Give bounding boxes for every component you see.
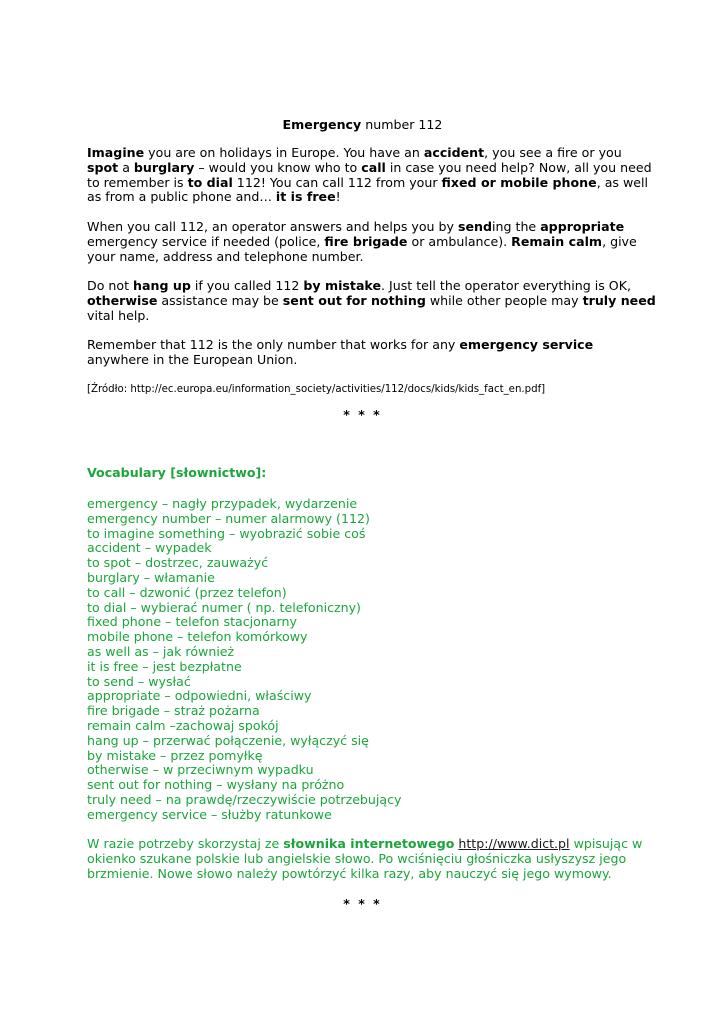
- text-line: [87, 837, 647, 852]
- source-citation: [Źródło: http://ec.europa.eu/information_society/activities/112/docs/kids/kids_fact_en.pdf]: [87, 384, 546, 395]
- text-run: if you called 112: [190, 278, 304, 293]
- text-line: [87, 338, 647, 353]
- text-run: your name, address and telephone number.: [87, 248, 364, 264]
- text-run: , as well: [596, 174, 649, 190]
- text-run: !: [335, 189, 341, 205]
- bold-term: accident: [423, 145, 485, 160]
- text-run: as from a public phone and…: [87, 189, 276, 205]
- vocabulary-item: it is free – jest bezpłatne: [87, 658, 242, 674]
- vocabulary-item: emergency service – służby ratunkowe: [87, 806, 332, 822]
- text-run: Do not: [87, 278, 134, 293]
- text-line: [87, 190, 647, 205]
- bold-term: to dial: [187, 174, 233, 190]
- text-run: . Just tell the operator everything is OK,: [381, 278, 631, 293]
- text-run: a: [118, 159, 134, 175]
- text-run: 112! You can call 112 from your: [232, 174, 442, 190]
- text-run: in case you need help? Now, all you need: [385, 159, 652, 175]
- vocabulary-item: as well as – jak również: [87, 643, 235, 659]
- text-run: , give: [602, 233, 637, 249]
- text-run: When you call 112, an operator answers and helps you by: [87, 219, 458, 234]
- text-run: wpisując w: [569, 836, 643, 851]
- vocabulary-item: by mistake – przez pomyłkę: [87, 747, 263, 763]
- vocabulary-item: to spot – dostrzec, zauważyć: [87, 555, 269, 571]
- text-run: Remember that 112 is the only number that works for any: [87, 337, 460, 352]
- vocabulary-item: to dial – wybierać numer ( np. telefoniczny): [87, 599, 361, 615]
- text-run: anywhere in the European Union.: [87, 351, 298, 367]
- vocabulary-item: remain calm –zachowaj spokój: [87, 717, 279, 733]
- paragraph-operator: [87, 220, 647, 264]
- vocabulary-item: to send – wysłać: [87, 673, 191, 689]
- document-title: [0, 117, 725, 132]
- bold-term: otherwise: [87, 292, 158, 308]
- vocabulary-heading: Vocabulary [słownictwo]:: [87, 465, 267, 480]
- paragraph-remember: [87, 338, 647, 368]
- text-line: [87, 867, 647, 882]
- text-run: you are on holidays in Europe. You have an: [144, 145, 424, 160]
- text-run: brzmienie. Nowe słowo należy powtórzyć kilka razy, aby nauczyć się jego wymowy.: [87, 865, 612, 881]
- text-line: [87, 279, 647, 294]
- vocabulary-item: mobile phone – telefon komórkowy: [87, 629, 308, 645]
- bold-term: appropriate: [540, 219, 625, 234]
- vocabulary-item: to call – dzwonić (przez telefon): [87, 584, 287, 600]
- title-rest: number 112: [361, 117, 443, 132]
- paragraph-intro: [87, 145, 652, 205]
- text-run: okienko szukane polskie lub angielskie słowo. Po wciśnięciu głośniczka usłyszysz jego: [87, 850, 627, 866]
- text-line: [87, 250, 647, 265]
- bold-term: słownika internetowego: [283, 836, 455, 851]
- bold-term: by mistake: [303, 278, 382, 293]
- text-run: to remember is: [87, 174, 188, 190]
- separator-top: * * *: [343, 407, 382, 422]
- bold-term: call: [361, 159, 386, 175]
- title-bold: Emergency: [282, 117, 362, 132]
- text-line: [87, 852, 647, 867]
- vocabulary-item: fire brigade – straż pożarna: [87, 703, 260, 719]
- bold-term: sent out for nothing: [282, 292, 426, 308]
- text-line: [87, 146, 647, 161]
- text-line: [87, 159, 652, 176]
- text-line: [87, 309, 647, 324]
- text-run: W razie potrzeby skorzystaj ze: [87, 836, 284, 851]
- text-line: [87, 353, 647, 368]
- dictionary-link[interactable]: http://www.dict.pl: [458, 836, 570, 851]
- vocabulary-item: hang up – przerwać połączenie, wyłączyć się: [87, 732, 369, 748]
- text-run: emergency service if needed (police,: [87, 233, 325, 249]
- bold-term: emergency service: [459, 337, 594, 352]
- vocabulary-item: appropriate – odpowiedni, właściwy: [87, 688, 312, 704]
- bold-term: truly need: [582, 292, 656, 308]
- bold-term: spot: [87, 159, 119, 175]
- bold-term: burglary: [133, 159, 195, 175]
- vocabulary-item: emergency – nagły przypadek, wydarzenie: [87, 496, 358, 511]
- dictionary-note: [87, 837, 647, 881]
- bold-term: send: [458, 219, 493, 234]
- bold-term: fixed or mobile phone: [441, 174, 597, 190]
- text-line: [87, 235, 647, 250]
- bold-term: Remain calm: [511, 233, 603, 249]
- vocabulary-item: to imagine something – wyobrazić sobie coś: [87, 525, 366, 541]
- bold-term: Imagine: [87, 145, 145, 160]
- bold-term: hang up: [133, 278, 191, 293]
- bold-term: it is free: [275, 189, 336, 205]
- vocabulary-item: fixed phone – telefon stacjonarny: [87, 614, 297, 630]
- vocabulary-item: sent out for nothing – wysłany na próżno: [87, 777, 345, 793]
- text-run: while other people may: [425, 292, 583, 308]
- vocabulary-item: emergency number – numer alarmowy (112): [87, 510, 370, 526]
- text-line: [87, 176, 647, 191]
- text-run: vital help.: [87, 307, 150, 323]
- text-run: or ambulance).: [407, 233, 512, 249]
- text-run: ing the: [492, 219, 541, 234]
- paragraph-mistake: [87, 278, 656, 323]
- text-run: , you see a fire or you: [484, 145, 622, 160]
- text-run: assistance may be: [157, 292, 283, 308]
- separator-bottom: * * *: [343, 896, 382, 911]
- bold-term: fire brigade: [324, 233, 408, 249]
- vocabulary-list: [87, 497, 647, 823]
- text-line: [87, 292, 656, 309]
- vocabulary-item: burglary – włamanie: [87, 569, 215, 585]
- vocabulary-item: truly need – na prawdę/rzeczywiście potrzebujący: [87, 791, 402, 807]
- text-line: [87, 220, 647, 235]
- vocabulary-item: accident – wypadek: [87, 540, 212, 556]
- vocabulary-item: otherwise – w przeciwnym wypadku: [87, 762, 314, 778]
- text-run: – would you know who to: [194, 159, 362, 175]
